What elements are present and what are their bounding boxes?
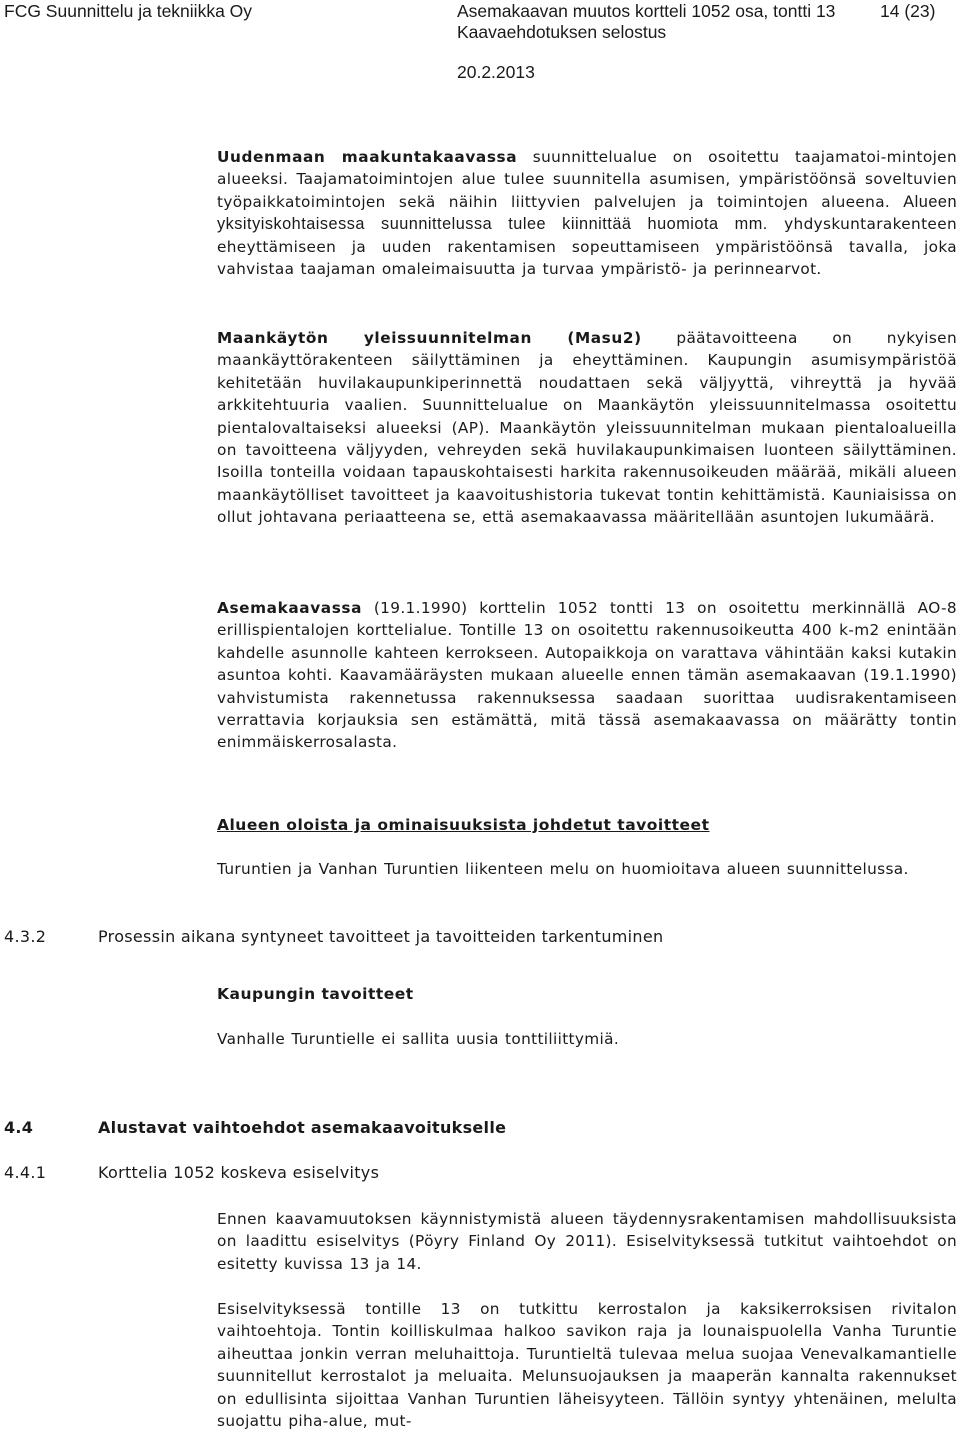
paragraph-lead: Asemakaavassa (217, 599, 363, 617)
paragraph-text: suunnittelualue on osoitettu taajamatoi-mintojen alueeksi. Taajamatoimintojen alue tulee suunnitella asumisen, ympäristöönsä soveltuvien työpaikkatoimintojen sekä näihin liittyvien palvelujen ja toimintojen alueena. (217, 148, 957, 211)
document-title: Asemakaavan muutos kortteli 1052 osa, tontti 13 (457, 1, 836, 21)
section-title: Alustavat vaihtoehdot asemakaavoitukselle (98, 1118, 507, 1137)
heading-derived-goals: Alueen oloista ja ominaisuuksista johdetut tavoitteet (217, 816, 710, 834)
company-name: FCG Suunnittelu ja tekniikka Oy (4, 1, 253, 21)
section-number: 4.3.2 (4, 927, 47, 946)
document-subtitle: Kaavaehdotuksen selostus (457, 22, 667, 42)
paragraph-text: Alueen yksityiskohtaisessa suunnittelussa tulee kiinnittää huomiota mm. (217, 192, 957, 234)
section-title: Prosessin aikana syntyneet tavoitteet ja tavoitteiden tarkentuminen (98, 927, 664, 946)
section-number: 4.4 (4, 1118, 34, 1137)
heading-city-goals: Kaupungin tavoitteet (217, 985, 414, 1003)
page-number: 14 (23) (880, 1, 936, 21)
paragraph-lead: Uudenmaan maakuntakaavassa (217, 148, 518, 166)
paragraph-text: yhdyskuntarakenteen eheyttämiseen ja uuden rakentamisen sopeuttamiseen ympäristöönsä tavalla, joka vahvistaa taajaman omaleimaisuutta ja turvaa ympäristö- ja perinnearvot. (217, 215, 957, 279)
paragraph-text: (19.1.1990) korttelin 1052 tontti 13 on osoitettu merkinnällä AO-8 erillispientalojen korttelialue. Tontille 13 on osoitettu rakennusoikeutta 400 k-m2 enintään kahdelle asunnolle kahteen kerrokseen. Autopaikkoja on varattava vähintään kaksi kutakin asuntoa kohti. Kaavamääräysten mukaan alueelle ennen tämän asemakaavan (19.1.1990) vahvistumista rakennetussa rakennuksessa saadaan suorittaa uudisrakentamiseen verrattavia korjauksia sen estämättä, mitä tässä asemakaavassa on määrätty tontin enimmäiskerrosalasta. (217, 599, 957, 752)
paragraph-noise: Turuntien ja Vanhan Turuntien liikenteen melu on huomioitava alueen suunnittelussa. (217, 860, 909, 878)
section-number: 4.4.1 (4, 1163, 47, 1182)
paragraph-text: päätavoitteena on nykyisen maankäyttörakenteen säilyttäminen ja eheyttäminen. Kaupungin asumisympäristöä kehitetään huvilakaupunkiperinnettä noudattaen sekä väljyyttä, vihreyttä ja hyvää arkkitehtuuria vaalien. Suunnittelualue on Maankäytön yleissuunnitelmassa osoitettu pientalovaltaiseksi alueeksi (AP). Maankäytön yleissuunnitelman mukaan pientaloalueilla on tavoitteena väljyyden, vehreyden sekä huvilakaupunkimaisen luonteen säilyttäminen. Isoilla tonteilla voidaan tapauskohtaisesti harkita rakennusoikeuden määrää, mikäli alueen maankäytölliset tavoitteet ja kaavoitushistoria tukevat tontin kehittämistä. Kauniaisissa on ollut johtavana periaatteena se, että asemakaavassa määritellään asuntojen lukumäärä. (217, 329, 957, 527)
section-title: Korttelia 1052 koskeva esiselvitys (98, 1163, 380, 1182)
paragraph-master-plan (217, 327, 957, 529)
paragraph-detailed-plan (217, 597, 957, 754)
paragraph-no-new-connections: Vanhalle Turuntielle ei sallita uusia tonttiliittymiä. (217, 1030, 620, 1048)
paragraph-study-details: Esiselvityksessä tontille 13 on tutkittu kerrostalon ja kaksikerroksisen rivitalon vaihtoehtoja. Tontin koilliskulmaa halkoo savikon raja ja lounaispuolella Vanha Turuntie aiheuttaa jonkin verran meluhaittoja. Turuntieltä tulevaa melua suojaa Venevalkamantielle suunnitellut kerrostalot ja meluaita. Melunsuojauksen ja maaperän kannalta rakennukset on edullisinta sijoittaa Vanhan Turuntien läheisyyteen. Tällöin syntyy yhtenäinen, melulta suojattu piha-alue, mut- (217, 1300, 957, 1431)
paragraph-regional-plan (217, 146, 957, 280)
paragraph-preliminary-study: Ennen kaavamuutoksen käynnistymistä alueen täydennysrakentamisen mahdollisuuksista on laadittu esiselvitys (Pöyry Finland Oy 2011). Esiselvityksessä tutkitut vaihtoehdot on esitetty kuvissa 13 ja 14. (217, 1210, 957, 1273)
paragraph-lead: Maankäytön yleissuunnitelman (Masu2) (217, 329, 642, 347)
document-date: 20.2.2013 (457, 62, 535, 82)
